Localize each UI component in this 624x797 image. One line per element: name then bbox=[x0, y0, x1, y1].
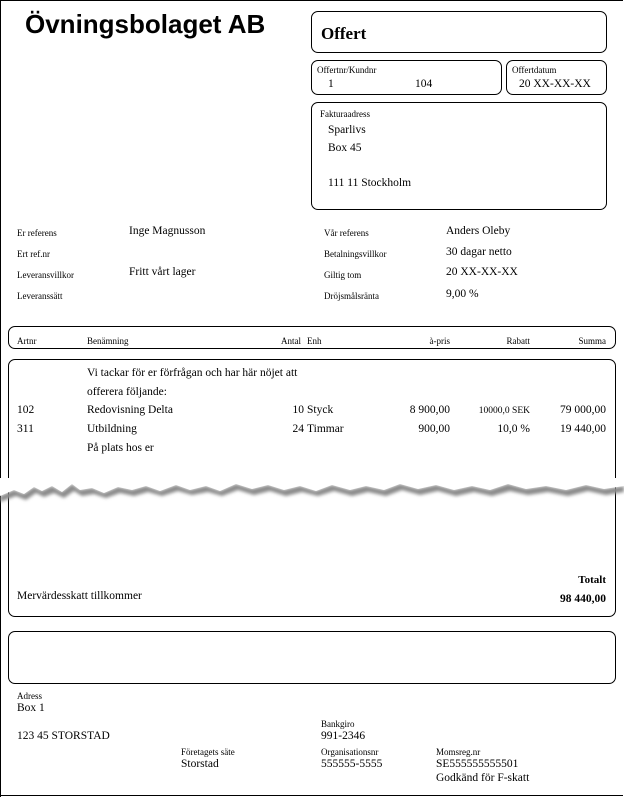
ref-left-label-3: Leveranssätt bbox=[17, 291, 63, 301]
customer-number-value: 104 bbox=[415, 78, 433, 90]
row-enh: Timmar bbox=[307, 423, 344, 435]
offer-number-value: 1 bbox=[328, 78, 334, 90]
page-border-left bbox=[0, 0, 1, 797]
invoice-address-label: Fakturaadress bbox=[320, 109, 370, 119]
footer-address-label: Adress bbox=[17, 691, 42, 701]
row-summa: 79 000,00 bbox=[560, 404, 606, 416]
ref-right-label-2: Giltig tom bbox=[324, 270, 362, 280]
column-header-artnr: Artnr bbox=[17, 336, 37, 346]
footer-address-line1: Box 1 bbox=[17, 702, 45, 714]
page-border-bottom bbox=[0, 795, 623, 796]
footer-bankgiro-label: Bankgiro bbox=[321, 719, 355, 729]
row-note: På plats hos er bbox=[87, 442, 154, 454]
ref-left-label-2: Leveransvillkor bbox=[17, 270, 74, 280]
row-apris: 8 900,00 bbox=[409, 404, 450, 416]
footer-vat-label: Momsreg.nr bbox=[436, 747, 481, 757]
footer-ftax: Godkänd för F-skatt bbox=[436, 772, 530, 784]
message-box bbox=[8, 631, 616, 684]
footer-bankgiro-value: 991-2346 bbox=[321, 730, 366, 742]
footer-vat-value: SE555555555501 bbox=[436, 758, 519, 770]
ref-right-value-0: Anders Oleby bbox=[446, 225, 511, 237]
row-summa: 19 440,00 bbox=[560, 423, 606, 435]
column-header-enh: Enh bbox=[307, 336, 322, 346]
company-name: Övningsbolaget AB bbox=[25, 9, 266, 39]
torn-paper-edge bbox=[0, 478, 624, 510]
column-header-summa: Summa bbox=[578, 336, 606, 346]
invoice-address-line3: 111 11 Stockholm bbox=[328, 177, 412, 189]
ref-right-label-3: Dröjsmålsränta bbox=[324, 291, 379, 301]
footer-orgnr-label: Organisationsnr bbox=[321, 747, 379, 757]
row-artnr: 311 bbox=[17, 423, 34, 435]
row-benamning: Redovisning Delta bbox=[87, 404, 173, 416]
column-header-antal: Antal bbox=[281, 336, 301, 346]
invoice-address-line2: Box 45 bbox=[328, 142, 362, 154]
footer-seat-value: Storstad bbox=[181, 758, 219, 770]
total-value: 98 440,00 bbox=[560, 593, 606, 605]
column-header-benamning: Benämning bbox=[87, 336, 129, 346]
row-antal: 10 bbox=[292, 404, 304, 416]
invoice-address-line1: Sparlivs bbox=[328, 124, 366, 136]
ref-right-value-3: 9,00 % bbox=[446, 288, 479, 300]
ref-right-label-1: Betalningsvillkor bbox=[324, 249, 387, 259]
ref-left-value-2: Fritt vårt lager bbox=[129, 266, 196, 278]
ref-left-label-0: Er referens bbox=[17, 228, 57, 238]
ref-right-value-2: 20 XX-XX-XX bbox=[446, 266, 518, 278]
row-rabatt: 10,0 % bbox=[497, 423, 530, 435]
total-label: Totalt bbox=[578, 574, 606, 586]
intro-line-1: Vi tackar för er förfrågan och har här nöjet att bbox=[87, 367, 298, 379]
ref-right-label-0: Vår referens bbox=[324, 228, 369, 238]
offer-number-label: Offertnr/Kundnr bbox=[317, 65, 377, 75]
ref-left-label-1: Ert ref.nr bbox=[17, 249, 50, 259]
column-header-apris: à-pris bbox=[429, 336, 450, 346]
footer-orgnr-value: 555555-5555 bbox=[321, 758, 383, 770]
footer-seat-label: Företagets säte bbox=[181, 747, 235, 757]
column-header-rabatt: Rabatt bbox=[506, 336, 530, 346]
row-rabatt: 10000,0 SEK bbox=[478, 406, 530, 416]
footer-address-line2: 123 45 STORSTAD bbox=[17, 730, 110, 742]
row-artnr: 102 bbox=[17, 404, 35, 416]
intro-line-2: offerera följande: bbox=[87, 386, 167, 398]
row-antal: 24 bbox=[292, 423, 304, 435]
ref-right-value-1: 30 dagar netto bbox=[446, 246, 512, 258]
vat-note: Mervärdesskatt tillkommer bbox=[17, 590, 142, 602]
offer-date-value: 20 XX-XX-XX bbox=[519, 78, 591, 90]
offer-date-label: Offertdatum bbox=[512, 65, 557, 75]
row-apris: 900,00 bbox=[418, 423, 450, 435]
ref-left-value-0: Inge Magnusson bbox=[129, 225, 206, 237]
row-enh: Styck bbox=[307, 404, 334, 416]
row-benamning: Utbildning bbox=[87, 423, 137, 435]
document-title: Offert bbox=[321, 24, 367, 43]
page-border-top bbox=[0, 0, 623, 1]
